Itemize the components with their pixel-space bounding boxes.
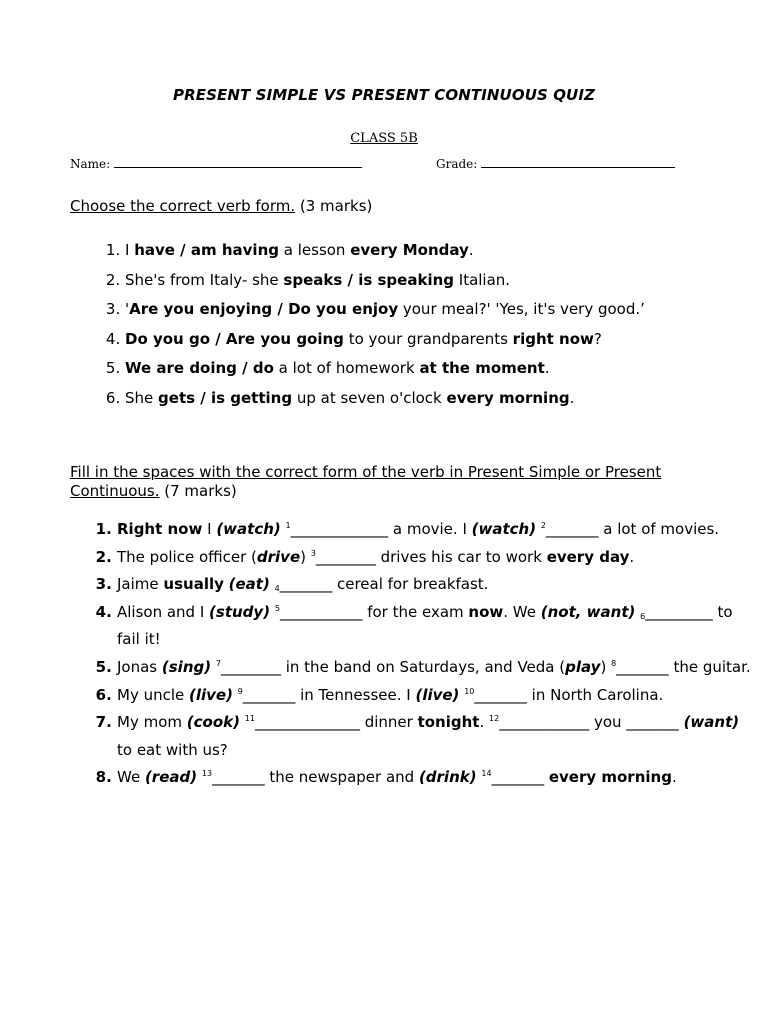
blank-number: 1: [285, 521, 291, 530]
list-item: [117, 654, 757, 682]
item-text: the guitar.: [668, 657, 751, 676]
verb-prompt: (sing): [161, 657, 212, 676]
page-title: PRESENT SIMPLE VS PRESENT CONTINUOUS QUIZ: [173, 86, 595, 104]
answer-blank[interactable]: _______: [474, 685, 527, 704]
list-item: [125, 266, 735, 296]
item-text: .: [629, 547, 635, 566]
blank-number: 2: [540, 521, 546, 530]
section2-list: [70, 516, 757, 792]
item-text: you _______: [589, 713, 684, 732]
verb-prompt: (watch): [471, 520, 537, 538]
item-text: I: [125, 241, 135, 259]
answer-blank[interactable]: _______: [616, 657, 669, 676]
item-text: .: [544, 359, 550, 378]
item-text: Jaime: [117, 575, 164, 594]
list-item: [125, 354, 735, 384]
answer-blank[interactable]: _______: [242, 685, 296, 704]
verb-prompt: (watch): [216, 520, 281, 538]
blank-number: 14: [481, 769, 492, 779]
verb-choice: have / am having: [134, 241, 279, 259]
item-text: .: [479, 713, 490, 732]
blank-number: 10: [464, 686, 475, 696]
item-text: We: [117, 768, 145, 787]
verb-prompt: (read): [144, 768, 198, 787]
item-text: in Tennessee. I: [295, 685, 416, 704]
verb-prompt: (live): [415, 685, 460, 704]
grade-row: [436, 155, 675, 171]
blank-number: 6: [640, 611, 646, 621]
verb-choice: We are doing / do: [125, 359, 274, 378]
section2-marks: (7 marks): [159, 482, 237, 500]
item-text: Italian.: [454, 270, 511, 289]
section1-marks: (3 marks): [295, 197, 373, 215]
section2-heading: [70, 463, 680, 501]
list-item: [117, 516, 757, 544]
item-text: ?: [593, 329, 602, 348]
section2-instruction: Fill in the spaces with the correct form of the verb in Present Simple or Present Continuous.: [70, 463, 662, 500]
time-expression: every day: [546, 547, 630, 566]
item-text: for the exam: [362, 602, 469, 621]
verb-choice: speaks / is speaking: [283, 270, 454, 289]
answer-blank[interactable]: ____________: [499, 713, 590, 732]
item-text: ': [125, 300, 130, 319]
blank-number: 5: [274, 603, 280, 613]
blank-number: 3: [310, 548, 316, 558]
section1-list: [70, 236, 735, 414]
item-text: ): [600, 657, 612, 676]
item-text: .: [468, 241, 474, 259]
verb-prompt: (study): [209, 602, 271, 621]
list-item: [117, 709, 757, 764]
list-item: [117, 571, 757, 599]
list-item: [117, 682, 757, 710]
verb-prompt: (not, want): [540, 602, 636, 621]
list-item: [117, 764, 757, 792]
answer-blank[interactable]: ______________: [254, 713, 360, 732]
answer-blank[interactable]: _______: [212, 768, 265, 787]
time-expression: at the moment: [419, 359, 545, 378]
verb-prompt: (cook): [186, 713, 240, 732]
blank-number: 11: [244, 714, 255, 724]
answer-blank[interactable]: _____________: [290, 520, 389, 538]
answer-blank[interactable]: _________: [645, 602, 713, 621]
list-item: [117, 544, 757, 572]
item-text: up at seven o'clock: [292, 388, 447, 407]
answer-blank[interactable]: ________: [315, 547, 376, 566]
item-text: to eat with us?: [117, 740, 228, 759]
answer-blank[interactable]: _______: [545, 520, 599, 538]
time-expression: usually: [163, 575, 224, 594]
item-text: dinner: [359, 713, 418, 732]
item-text: to your grandparents: [343, 329, 513, 348]
answer-blank[interactable]: ___________: [279, 602, 363, 621]
verb-prompt: (live): [189, 685, 233, 704]
item-text: to fail it!: [117, 602, 733, 649]
list-item: [125, 384, 735, 414]
verb-prompt: drive: [256, 547, 301, 566]
verb-prompt: play: [565, 657, 601, 676]
item-text: My uncle: [117, 685, 190, 704]
list-item: [125, 325, 735, 355]
verb-prompt: (want): [683, 713, 740, 732]
list-item: [125, 236, 735, 266]
time-expression: now: [468, 602, 504, 621]
item-text: My mom: [117, 713, 187, 732]
blank-number: 7: [215, 658, 221, 668]
item-text: The police officer (: [117, 547, 257, 566]
item-text: your meal?' 'Yes, it's very good.’: [398, 300, 645, 319]
item-text: drives his car to work: [375, 547, 547, 566]
grade-label: Grade:: [436, 157, 478, 171]
blank-number: 4: [274, 584, 280, 594]
time-expression: every morning: [548, 768, 672, 787]
blank-number: 9: [237, 686, 243, 696]
time-expression: tonight: [417, 713, 480, 732]
name-field-line[interactable]: [114, 155, 362, 168]
answer-blank[interactable]: _______: [491, 768, 545, 787]
item-text: a lot of homework: [273, 359, 420, 378]
item-text: ): [300, 547, 311, 566]
grade-field-line[interactable]: [481, 155, 675, 168]
item-text: . We: [503, 602, 541, 621]
time-expression: every morning: [446, 388, 570, 407]
item-text: in North Carolina.: [526, 685, 664, 704]
blank-number: 12: [489, 714, 500, 724]
verb-choice: gets / is getting: [158, 388, 293, 407]
time-expression: Right now: [117, 520, 203, 538]
item-text: .: [671, 768, 677, 787]
item-text: a lot of movies.: [598, 520, 720, 538]
blank-number: 8: [611, 658, 617, 668]
verb-prompt: (drink): [418, 768, 477, 787]
answer-blank[interactable]: ________: [220, 657, 281, 676]
item-text: .: [569, 388, 575, 407]
time-expression: every Monday: [350, 241, 469, 259]
item-text: Alison and I: [117, 602, 210, 621]
item-text: the newspaper and: [264, 768, 419, 787]
verb-choice: Are you enjoying / Do you enjoy: [129, 300, 399, 319]
item-text: She: [125, 388, 159, 407]
verb-choice: Do you go / Are you going: [125, 329, 344, 348]
answer-blank[interactable]: _______: [279, 575, 333, 594]
section1-instruction: Choose the correct verb form.: [70, 197, 296, 215]
list-item: [117, 599, 757, 654]
item-text: in the band on Saturdays, and Veda (: [280, 657, 566, 676]
class-label: CLASS 5B: [350, 131, 418, 146]
blank-number: 13: [201, 769, 213, 779]
item-text: Jonas: [117, 657, 162, 676]
item-text: a lesson: [279, 241, 351, 259]
item-text: I: [202, 520, 217, 538]
name-label: Name:: [70, 157, 111, 171]
time-expression: right now: [512, 329, 594, 348]
item-text: a movie. I: [388, 520, 472, 538]
verb-prompt: (eat): [228, 575, 270, 594]
item-text: cereal for breakfast.: [332, 575, 489, 594]
item-text: She's from Italy- she: [125, 270, 284, 289]
list-item: [125, 295, 735, 325]
name-row: [70, 155, 362, 171]
section1-heading: [70, 197, 680, 216]
